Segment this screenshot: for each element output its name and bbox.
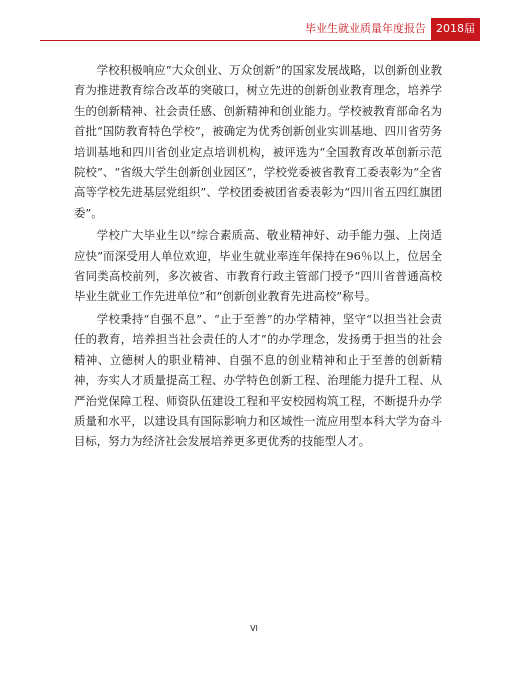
paragraph-employment: 学校广大毕业生以“综合素质高、敬业精神好、动手能力强、上岗适应快”而深受用人单位欢迎，毕业生就业率连年保持在96％以上，位居全省同类高校前列，多次被省、市教育行政主管部门授予“四川省普通高校毕业生就业工作先进单位”和“创新创业教育先进高校”称号。	[74, 228, 442, 304]
report-year-badge: 2018届	[431, 18, 480, 40]
body-text	[74, 60, 442, 454]
header-divider	[40, 40, 480, 41]
paragraph-innovation: 学校积极响应“大众创业、万众创新”的国家发展战略，以创新创业教育为推进教育综合改革的突破口，树立先进的创新创业教育理念，培养学生的创新精神、社会责任感、创新精神和创业能力。学校被教育部命名为首批“国防教育特色学校”，被确定为优秀创新创业实训基地、四川省劳务培训基地和四川省创业定点培训机构，被评选为“全国教育改革创新示范院校”、“省级大学生创新创业园区”，学校党委被省教育工委表彰为“全省高等学校先进基层党组织”、学校团委被团省委表彰为“四川省五四红旗团委”。	[74, 63, 442, 220]
page-number: VI	[250, 624, 258, 633]
page-header	[300, 18, 480, 40]
paragraph-school-spirit: 学校秉持“自强不息”、“止于至善”的办学精神，坚守“以担当社会责任的教育，培养担当社会责任的人才”的办学理念，发扬勇于担当的社会精神、立德树人的职业精神、自强不息的创业精神和止于至善的创新精神，夯实人才质量提高工程、办学特色创新工程、治理能力提升工程、从严治党保障工程、师资队伍建设工程和平安校园构筑工程，不断提升办学质量和水平，以建设具有国际影响力和区域性一流应用型本科大学为奋斗目标，努力为经济社会发展培养更多更优秀的技能型人才。	[74, 311, 442, 449]
report-title: 毕业生就业质量年度报告	[305, 22, 426, 35]
